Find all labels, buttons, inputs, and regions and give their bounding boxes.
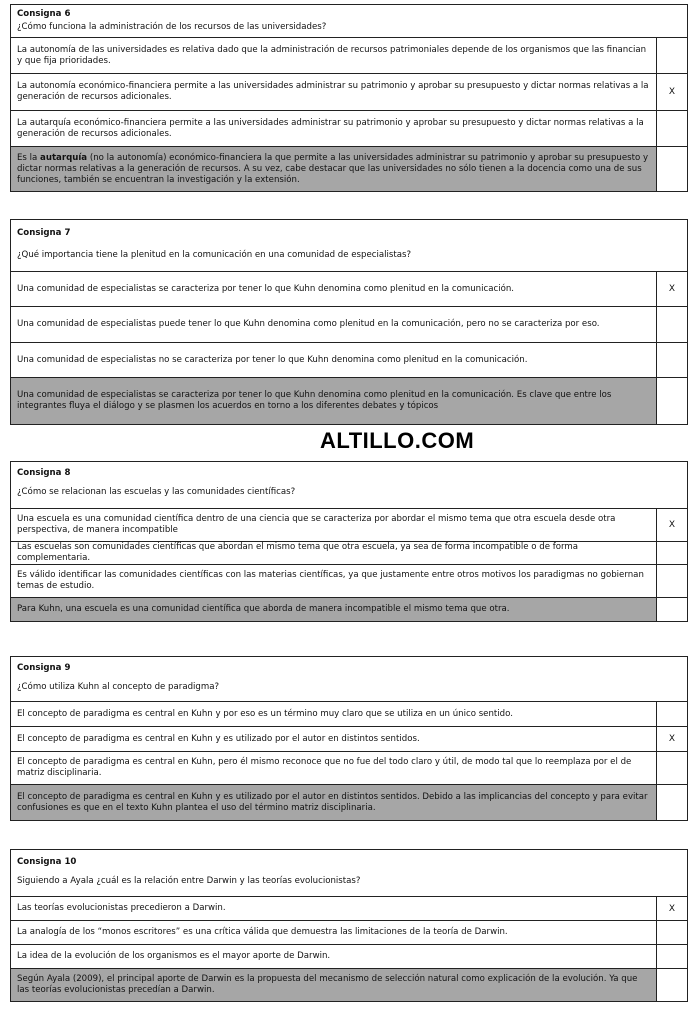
answer-row [10,968,688,1002]
answer-row [10,146,688,192]
consigna-question: ¿Cómo se relacionan las escuelas y las comunidades científicas? [17,487,296,497]
option-text: Una escuela es una comunidad científica dentro de una ciencia que se caracteriza por abordar el mismo tema que otra escuela desde otra perspectiva, de manera incompatible [11,509,657,541]
option-text: El concepto de paradigma es central en Kuhn y por eso es un término muy claro que se utiliza en un único sentido. [11,702,657,726]
option-mark [657,307,687,342]
consigna-header [10,219,688,272]
answer-text: Para Kuhn, una escuela es una comunidad científica que aborda de manera incompatible el mismo tema que otra. [11,598,657,621]
option-mark [657,945,687,968]
option-row [10,271,688,307]
option-text: Una comunidad de especialistas se caracteriza por tener lo que Kuhn denomina como plenitud en la comunicación. [11,272,657,306]
option-row [10,541,688,565]
answer-row [10,597,688,622]
answer-text-bold: autarquía [40,152,88,163]
answer-text: El concepto de paradigma es central en Kuhn y es utilizado por el autor en distintos sentidos. Debido a las implicancias del concepto y para evitar confusiones es que en el texto Kuhn plantea el uso del término matriz disciplinaria. [11,785,657,820]
consigna-question: Siguiendo a Ayala ¿cuál es la relación entre Darwin y las teorías evolucionistas? [17,876,361,886]
option-mark: X [668,520,676,530]
consigna-9-block [10,656,688,821]
consigna-8-block [10,461,688,622]
option-text: Es válido identificar las comunidades científicas con las materias científicas, ya que justamente entre otros motivos los paradigmas no gobiernan temas de estudio. [11,565,657,597]
option-mark [657,542,687,564]
consigna-title: Consigna 8 [17,468,71,478]
consigna-header [10,4,688,38]
consigna-6-block [10,4,688,192]
option-mark [657,111,687,146]
option-row [10,726,688,752]
consigna-question: ¿Cómo funciona la administración de los recursos de las universidades? [17,22,327,32]
option-mark: X [668,87,676,97]
consigna-title: Consigna 6 [17,9,71,19]
consigna-header [10,849,688,897]
option-row [10,37,688,74]
consigna-10-block [10,849,688,1002]
option-text: La autonomía económico-financiera permite a las universidades administrar su patrimonio y aprobar su presupuesto y dictar normas relativas a la generación de recursos adicionales. [11,74,657,110]
option-text: Las escuelas son comunidades científicas que abordan el mismo tema que otra escuela, ya sea de forma incompatible o de forma complementaria. [11,542,657,564]
consigna-question: ¿Cómo utiliza Kuhn al concepto de paradigma? [17,682,220,692]
option-text: Una comunidad de especialistas puede tener lo que Kuhn denomina como plenitud en la comunicación, pero no se caracteriza por eso. [11,307,657,342]
option-row [10,701,688,727]
answer-text: Según Ayala (2009), el principal aporte de Darwin es la propuesta del mecanismo de selección natural como explicación de la evolución. Ya que las teorías evolucionistas precedían a Darwin. [11,969,657,1001]
option-text: Una comunidad de especialistas no se caracteriza por tener lo que Kuhn denomina como plenitud en la comunicación. [11,343,657,377]
option-mark [657,147,687,191]
option-mark [657,38,687,73]
consigna-question: ¿Qué importancia tiene la plenitud en la comunicación en una comunidad de especialistas? [17,250,412,260]
option-mark [657,921,687,944]
consigna-header [10,656,688,702]
option-text: El concepto de paradigma es central en Kuhn y es utilizado por el autor en distintos sentidos. [11,727,657,751]
consigna-title: Consigna 9 [17,663,71,673]
option-mark [657,598,687,621]
option-row [10,73,688,111]
option-mark: X [668,734,676,744]
option-text: El concepto de paradigma es central en Kuhn, pero él mismo reconoce que no fue del todo claro y útil, de modo tal que lo reemplaza por el de matriz disciplinaria. [11,752,657,784]
option-row [10,306,688,343]
consigna-title: Consigna 10 [17,857,77,867]
consigna-header [10,461,688,509]
option-mark [657,969,687,1001]
option-row [10,920,688,945]
option-text: La autonomía de las universidades es relativa dado que la administración de recursos patrimoniales depende de los organismos que las financian y que fija prioridades. [11,38,657,73]
option-mark [657,702,687,726]
answer-text [11,147,657,191]
consigna-7-block [10,219,688,425]
answer-text-post: (no la autonomía) económico-financiera la que permite a las universidades administrar su patrimonio y aprobar su presupuesto y dictar normas relativas a la generación de recursos. A su vez, cabe destacar que las universidades no sólo tienen a la docencia como una de sus funciones, también se encuentran la investigación y la extensión. [17,152,649,185]
answer-text: Una comunidad de especialistas se caracteriza por tener lo que Kuhn denomina como plenitud en la comunicación. Es clave que entre los integrantes fluya el diálogo y se plasmen los acuerdos en torno a los diferentes debates y tópicos [11,378,657,424]
option-row [10,508,688,542]
option-mark [657,565,687,597]
answer-row [10,377,688,425]
option-mark [657,752,687,784]
option-text: La analogía de los “monos escritores” es una crítica válida que demuestra las limitaciones de la teoría de Darwin. [11,921,657,944]
option-row [10,110,688,147]
option-mark [657,378,687,424]
answer-text-pre: Es la [17,152,41,163]
option-text: La autarquía económico-financiera permite a las universidades administrar su patrimonio y aprobar su presupuesto y dictar normas relativas a la generación de recursos adicionales. [11,111,657,146]
option-row [10,342,688,378]
option-mark: X [668,903,676,914]
consigna-title: Consigna 7 [17,228,71,238]
option-mark [657,343,687,377]
option-mark: X [668,284,676,294]
answer-row [10,784,688,821]
option-row [10,751,688,785]
option-row [10,564,688,598]
option-text: Las teorías evolucionistas precedieron a Darwin. [11,897,657,920]
option-text: La idea de la evolución de los organismos es el mayor aporte de Darwin. [11,945,657,968]
watermark-text: ALTILLO.COM [320,428,475,453]
option-row [10,896,688,921]
option-mark [657,785,687,820]
option-row [10,944,688,969]
